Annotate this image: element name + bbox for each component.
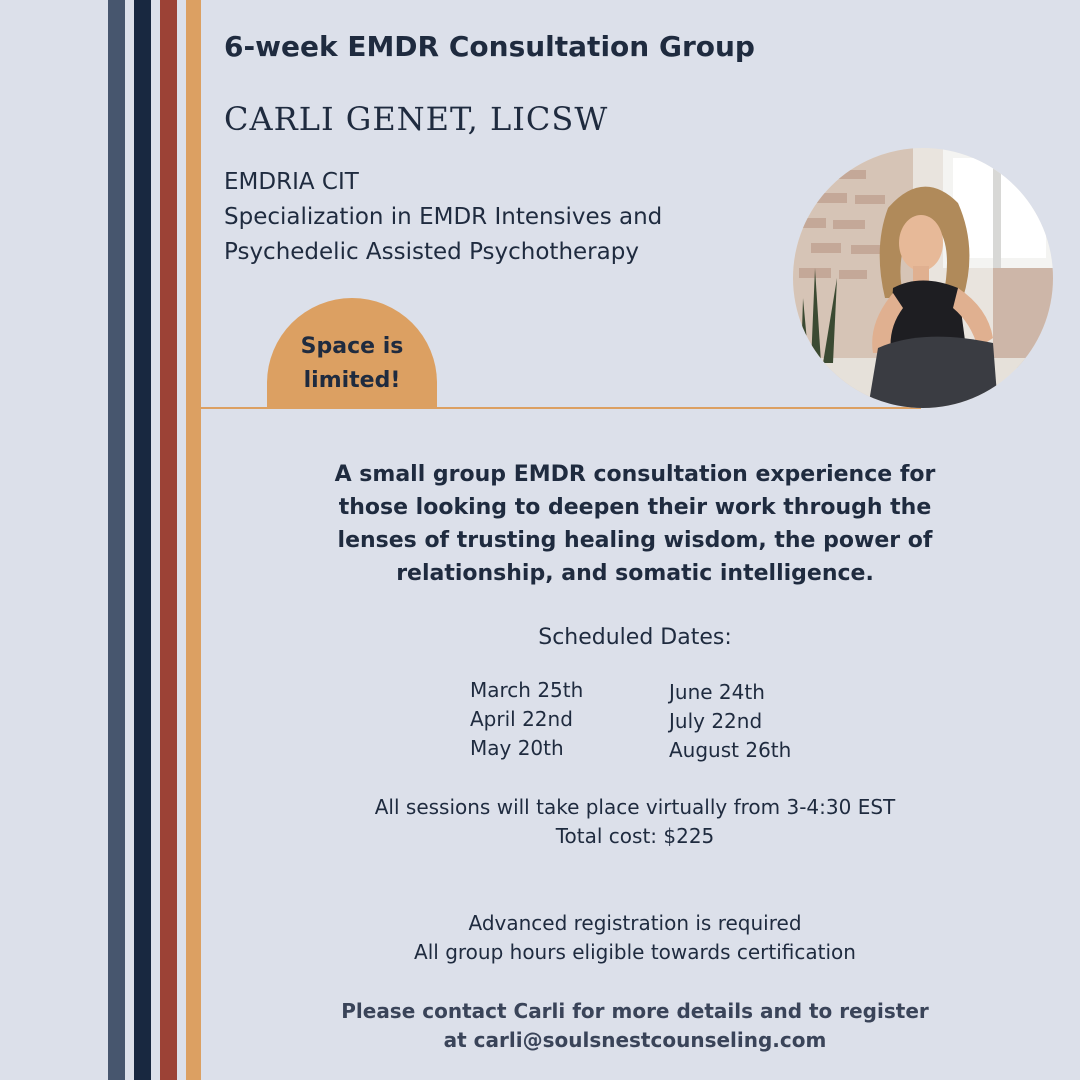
presenter-name: CARLI GENET, LICSW xyxy=(224,100,609,138)
badge-line: Space is xyxy=(300,334,404,359)
date-item: May 20th xyxy=(470,736,564,760)
stripe-rust xyxy=(160,0,177,1080)
session-info xyxy=(300,793,970,851)
intro-paragraph: A small group EMDR consultation experience for those looking to deepen their work through the lenses of trusting healing wisdom, the power of relationship, and somatic intelligence. xyxy=(334,462,936,586)
contact-info xyxy=(300,997,970,1055)
contact-email[interactable]: at carli@soulsnestcounseling.com xyxy=(443,1028,827,1052)
credential-line: Psychedelic Assisted Psychotherapy xyxy=(224,239,639,265)
dates-column-2 xyxy=(669,678,791,765)
schedule-title: Scheduled Dates: xyxy=(538,625,732,650)
session-time: All sessions will take place virtually from 3-4:30 EST xyxy=(374,795,896,819)
registration-required: Advanced registration is required xyxy=(468,911,802,935)
certification-eligibility: All group hours eligible towards certification xyxy=(414,940,856,964)
stripe-tan xyxy=(186,0,201,1080)
page-title: 6-week EMDR Consultation Group xyxy=(224,30,755,63)
credentials xyxy=(224,165,662,270)
date-item: June 24th xyxy=(669,680,765,704)
portrait-photo xyxy=(793,148,1053,408)
credential-line: EMDRIA CIT xyxy=(224,169,359,195)
credential-line: Specialization in EMDR Intensives and xyxy=(224,204,663,230)
registration-info xyxy=(300,909,970,967)
space-limited-badge xyxy=(267,298,437,408)
section-divider xyxy=(201,407,921,409)
date-item: July 22nd xyxy=(669,709,763,733)
date-item: April 22nd xyxy=(470,707,573,731)
dates-column-1 xyxy=(470,676,583,763)
stripe-navy xyxy=(134,0,151,1080)
badge-line: limited! xyxy=(303,368,401,393)
contact-line: Please contact Carli for more details and to register xyxy=(341,999,929,1023)
stripe-slate xyxy=(108,0,125,1080)
date-item: March 25th xyxy=(470,678,584,702)
date-item: August 26th xyxy=(669,738,792,762)
session-cost: Total cost: $225 xyxy=(555,824,715,848)
